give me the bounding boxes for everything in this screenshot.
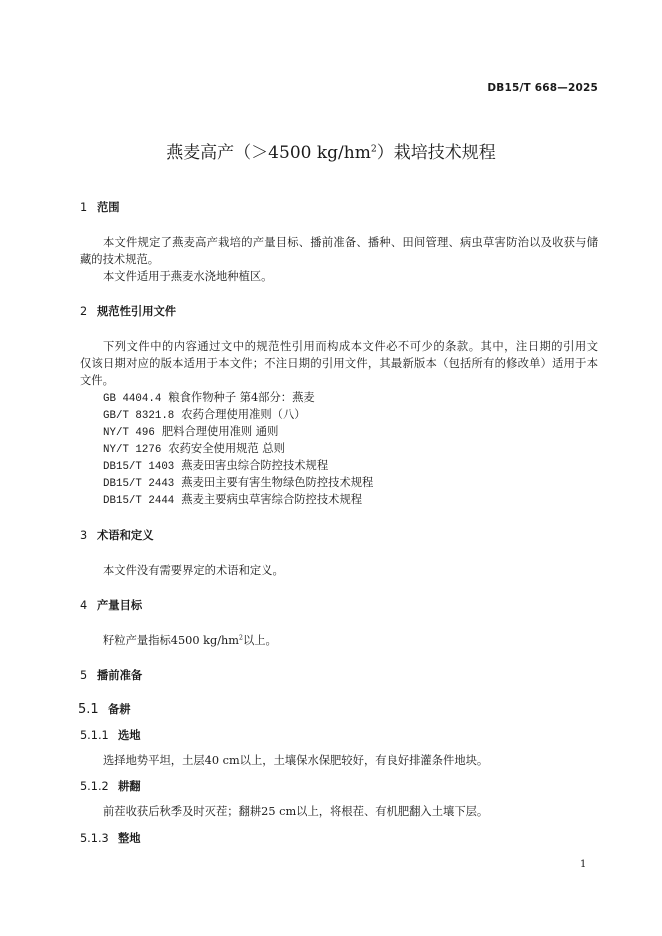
reference-title: 燕麦田害虫综合防控技术规程 <box>181 459 329 472</box>
section-title: 规范性引用文件 <box>97 305 177 318</box>
reference-item <box>103 491 362 510</box>
reference-code: DB15/T 1403 <box>103 461 175 473</box>
title-text-start: 燕麦高产（＞4500 kg/hm <box>166 143 371 163</box>
reference-code: DB15/T 2444 <box>103 495 175 507</box>
section-number: 5.1.2 <box>80 780 109 793</box>
section-title: 备耕 <box>108 703 131 716</box>
paragraph: 本文件适用于燕麦水浇地种植区。 <box>103 270 273 283</box>
paragraph: 选择地势平坦，土层40 cm以上，土壤保水保肥较好，有良好排灌条件地块。 <box>103 754 489 767</box>
section-title: 产量目标 <box>97 599 143 612</box>
paragraph: 前茬收获后秋季及时灭茬；翻耕25 cm以上，将根茬、有机肥翻入土壤下层。 <box>103 805 489 818</box>
document-title <box>0 141 662 165</box>
section-number: 5 <box>80 669 88 682</box>
reference-title: 燕麦主要病虫草害综合防控技术规程 <box>181 493 363 506</box>
paragraph-line: 仅该日期对应的版本适用于本文件；不注日期的引用文件，其最新版本（包括所有的修改单）适用于本 <box>80 357 598 370</box>
section-title: 术语和定义 <box>97 529 154 542</box>
reference-code: GB 4404.4 <box>103 393 162 405</box>
section-title: 整地 <box>118 832 141 845</box>
page-number: 1 <box>580 859 587 870</box>
section-number: 4 <box>80 599 88 612</box>
reference-code: NY/T 496 <box>103 427 155 439</box>
paragraph <box>103 632 277 649</box>
paragraph: 本文件没有需要界定的术语和定义。 <box>103 564 284 577</box>
reference-title: 粮食作物种子 第4部分：燕麦 <box>168 391 315 404</box>
reference-title: 农药合理使用准则（八） <box>181 408 306 421</box>
paragraph-line: 下列文件中的内容通过文中的规范性引用而构成本文件必不可少的条款。其中，注日期的引用文 <box>103 340 598 353</box>
reference-title: 燕麦田主要有害生物绿色防控技术规程 <box>181 476 374 489</box>
paragraph-line: 本文件规定了燕麦高产栽培的产量目标、播前准备、播种、田间管理、病虫草害防治以及收获与储 <box>103 236 598 249</box>
reference-code: GB/T 8321.8 <box>103 410 175 422</box>
section-number: 3 <box>80 529 88 542</box>
section-number: 5.1.1 <box>80 729 109 742</box>
section-number: 2 <box>80 305 88 318</box>
document-code: DB15/T 668—2025 <box>487 82 598 94</box>
paragraph-superscript: 2 <box>239 634 243 642</box>
reference-code: NY/T 1276 <box>103 444 162 456</box>
section-number: 5.1 <box>78 702 99 717</box>
paragraph-text-start: 籽粒产量指标4500 kg/hm <box>103 634 239 647</box>
paragraph-line: 文件。 <box>80 374 114 387</box>
section-title: 范围 <box>97 201 120 214</box>
section-title: 选地 <box>118 729 141 742</box>
title-superscript: 2 <box>370 143 377 155</box>
paragraph-text-end: 以上。 <box>242 634 277 647</box>
reference-title: 农药安全使用规范 总则 <box>168 442 285 455</box>
paragraph-line: 藏的技术规范。 <box>80 253 160 266</box>
reference-code: DB15/T 2443 <box>103 478 175 490</box>
title-text-end: ）栽培技术规程 <box>376 143 496 163</box>
reference-title: 肥料合理使用准则 通则 <box>161 425 279 438</box>
section-number: 1 <box>80 201 88 214</box>
section-title: 耕翻 <box>118 780 141 793</box>
section-title: 播前准备 <box>97 669 143 682</box>
section-number: 5.1.3 <box>80 832 109 845</box>
